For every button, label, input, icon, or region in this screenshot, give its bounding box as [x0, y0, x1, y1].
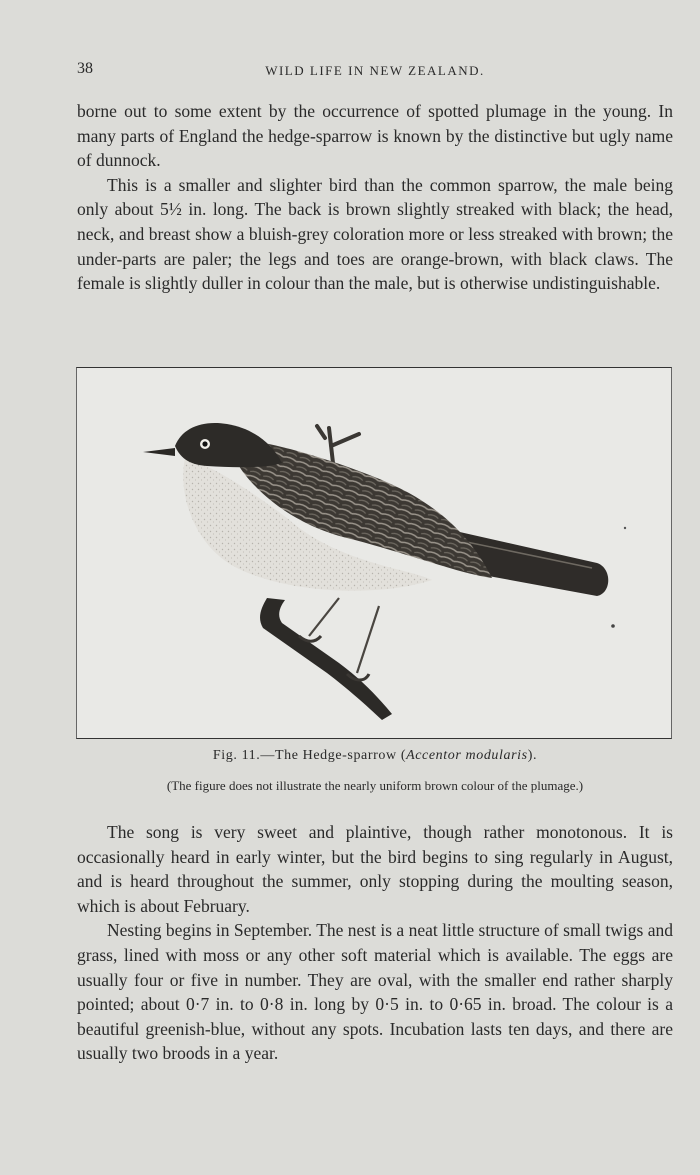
paragraph: Nesting begins in September. The nest is a neat little structure of small twigs and grass, lined with moss or any other soft material which is available. The eggs are usually four or five in number. They are oval, with the smaller end rather sharply pointed; about 0·7 in. to 0·8 in. long by 0·5 in. to 0·65 in. broad. The colour is a beautiful greenish-blue, without any spots. Incubation lasts ten days, and there are usually two broods in a year.: [77, 920, 673, 1064]
figure-note: (The figure does not illustrate the nearly uniform brown colour of the plumage.): [166, 778, 584, 793]
figure-label: Fig. 11.—The Hedge-sparrow: [212, 748, 397, 763]
page-number: 38: [77, 60, 93, 77]
paragraph: borne out to some extent by the occurrence of spotted plumage in the young. In many parts of England the hedge-sparrow is known by the distinctive but ugly name of dunnock.: [77, 101, 673, 171]
paragraph: The song is very sweet and plaintive, though rather monotonous. It is occasionally heard in early winter, but the bird begins to sing regularly in August, and is heard throughout the summer, only stopping during the moulting season, which is about February.: [77, 822, 673, 916]
figure-plate: [76, 367, 672, 739]
paragraph: This is a smaller and slighter bird than the common sparrow, the male being only about 5½ in. long. The back is brown slightly streaked with black; the head, neck, and breast show a bluish-grey coloration more or less streaked with brown; the under-parts are paler; the legs and toes are orange-brown, with black claws. The female is slightly duller in colour than the male, but is otherwise undistinguishable.: [77, 174, 673, 294]
hedge-sparrow-illustration: [77, 368, 671, 737]
caption-close: ).: [527, 748, 538, 763]
text-block-top: [77, 99, 673, 296]
scientific-name: Accentor modularis: [406, 748, 528, 763]
text-block-bottom: [77, 820, 673, 1066]
page-header: [77, 60, 673, 82]
figure-caption: Fig. 11.—The Hedge-sparrow (Accentor modularis).: [212, 748, 538, 763]
running-title: WILD LIFE IN NEW ZEALAND.: [265, 63, 485, 78]
